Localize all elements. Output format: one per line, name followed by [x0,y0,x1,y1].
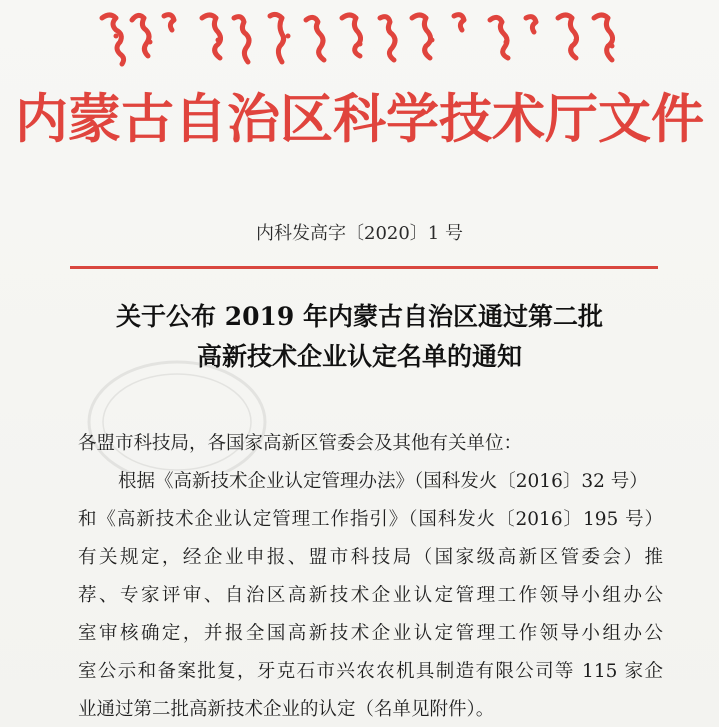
red-divider-rule [70,266,658,269]
body-line-5: 室审核确定，并报全国高新技术企业认定管理工作领导小组办公 [78,623,663,644]
body-line-6: 室公示和备案批复，牙克石市兴农农机具制造有限公司等 115 家企 [78,661,663,682]
body-line-4: 荐、专家评审、自治区高新技术企业认定管理工作领导小组办公 [78,585,663,606]
body-line-7: 业通过第二批高新技术企业的认定（名单见附件）。 [78,699,495,720]
body-line-1: 根据《高新技术企业认定管理办法》（国科发火〔2016〕32 号） [118,471,648,492]
mongolian-script-banner-icon [92,6,632,76]
notice-title-line-2: 高新技术企业认定名单的通知 [196,342,522,371]
issuing-authority-title: 内蒙古自治区科学技术厅文件 [15,88,704,150]
body-line-3: 有关规定，经企业申报、盟市科技局（国家级高新区管委会）推 [78,547,663,568]
notice-title-line-1: 关于公布 2019 年内蒙古自治区通过第二批 [116,302,603,331]
body-line-2: 和《高新技术企业认定管理工作指引》（国科发火〔2016〕195 号） [78,509,663,530]
notice-body [78,425,663,727]
document-number: 内科发高字〔2020〕1 号 [256,223,463,244]
salutation: 各盟市科技局，各国家高新区管委会及其他有关单位： [78,433,523,454]
